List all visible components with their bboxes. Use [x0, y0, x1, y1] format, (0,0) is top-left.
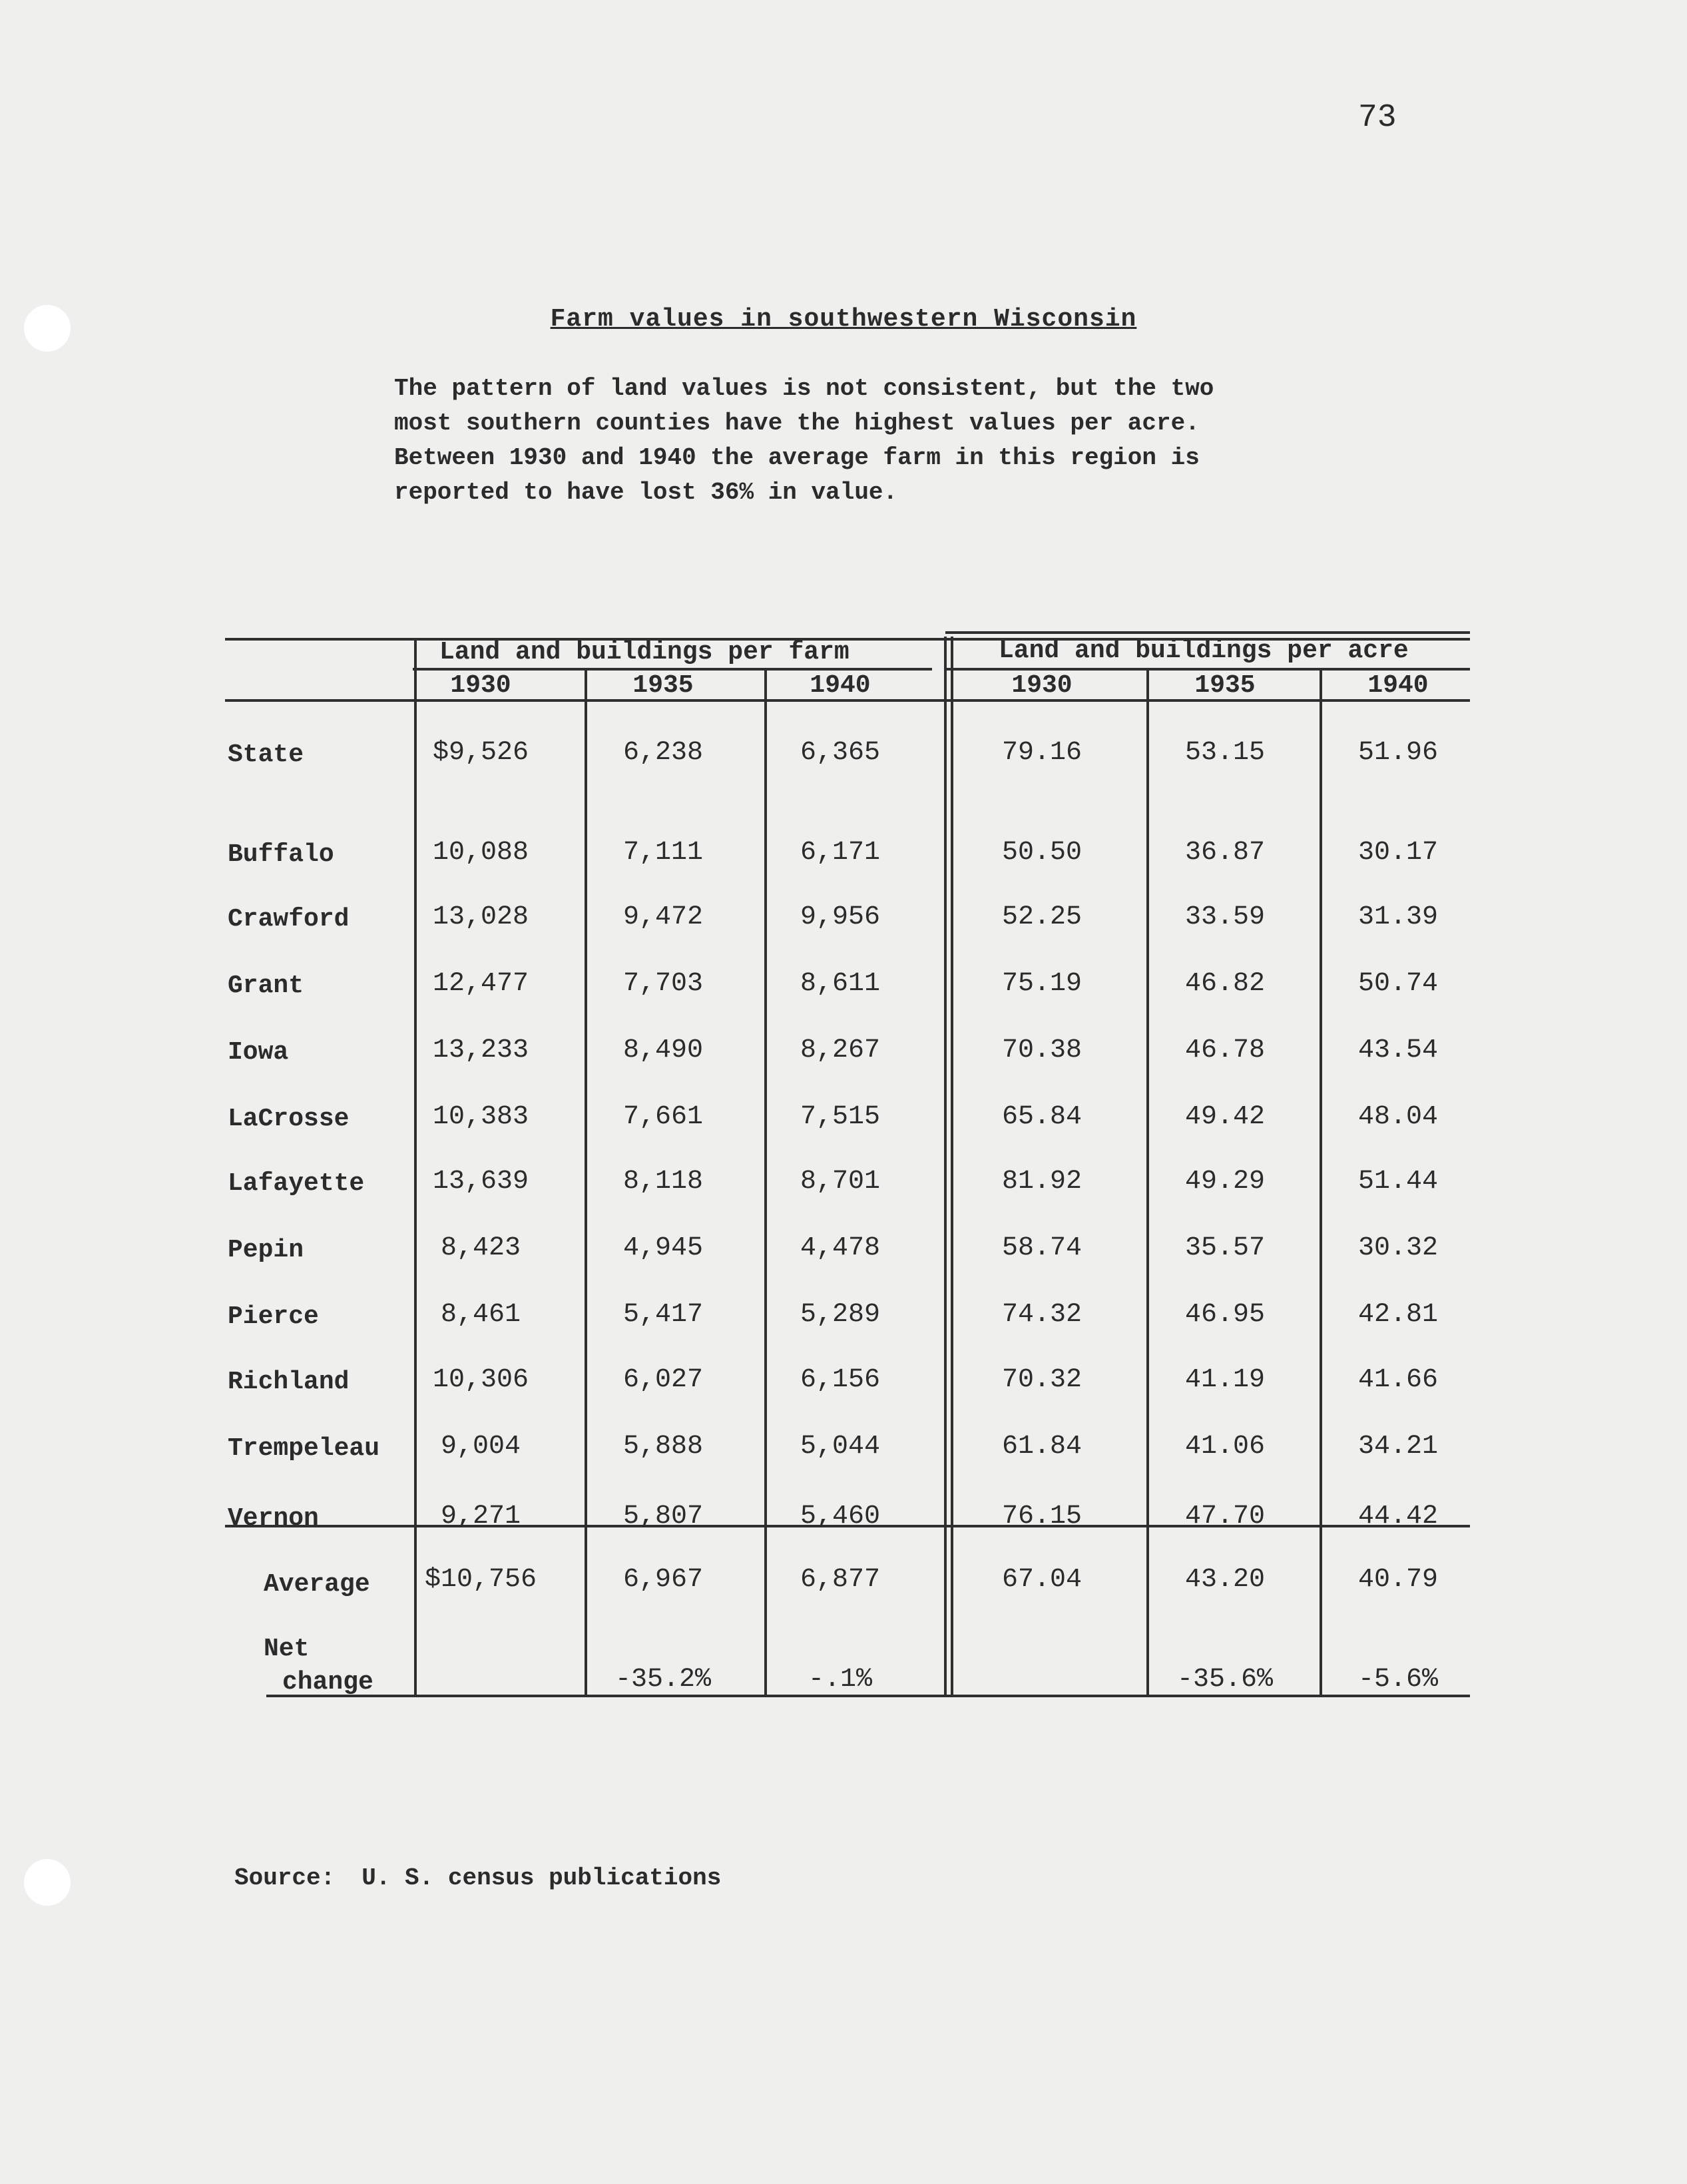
average-label: Average	[264, 1570, 370, 1599]
table-cell: 6,156	[800, 1365, 881, 1395]
year-header: 1940	[810, 671, 871, 700]
table-cell: 5,417	[622, 1300, 704, 1330]
table-cell: 9,004	[440, 1432, 521, 1462]
average-cell: 67.04	[1001, 1565, 1083, 1595]
table-cell: 46.78	[1184, 1035, 1266, 1065]
table-top-rule	[945, 631, 1470, 634]
table-cell: 65.84	[1001, 1102, 1083, 1132]
table-cell: 9,956	[800, 902, 881, 932]
intro-paragraph	[394, 372, 1373, 510]
intro-line: reported to have lost 36% in value.	[394, 479, 898, 506]
average-cell: $10,756	[424, 1565, 537, 1595]
row-label: Richland	[228, 1368, 350, 1396]
table-cell: 5,289	[800, 1300, 881, 1330]
group-header-farm: Land and buildings per farm	[439, 638, 849, 667]
row-label: Grant	[228, 971, 304, 1000]
average-cell: 6,967	[622, 1565, 704, 1595]
year-header: 1935	[632, 671, 694, 700]
row-label: Lafayette	[228, 1169, 365, 1198]
row-label: Buffalo	[228, 840, 334, 869]
column-divider-double	[944, 637, 947, 1697]
table-cell: 53.15	[1184, 738, 1266, 768]
row-label: Trempeleau	[228, 1434, 380, 1463]
year-header: 1930	[450, 671, 511, 700]
table-cell: 6,027	[622, 1365, 704, 1395]
table-cell: $9,526	[432, 738, 529, 768]
table-cell: 48.04	[1357, 1102, 1439, 1132]
net-change-cell: -.1%	[808, 1665, 872, 1695]
table-cell: 34.21	[1357, 1432, 1439, 1462]
table-cell: 30.32	[1357, 1233, 1439, 1263]
table-cell: 6,171	[800, 838, 881, 868]
table-cell: 75.19	[1001, 969, 1083, 999]
table-cell: 7,515	[800, 1102, 881, 1132]
row-label: State	[228, 740, 304, 769]
table-cell: 47.70	[1184, 1502, 1266, 1531]
row-label: Pepin	[228, 1236, 304, 1264]
table-cell: 8,701	[800, 1167, 881, 1197]
net-change-cell: -5.6%	[1357, 1665, 1439, 1695]
table-cell: 76.15	[1001, 1502, 1083, 1531]
year-header: 1930	[1011, 671, 1073, 700]
net-change-label: Net	[264, 1635, 310, 1663]
net-change-cell: -35.6%	[1176, 1665, 1274, 1695]
table-cell: 41.66	[1357, 1365, 1439, 1395]
table-cell: 51.44	[1357, 1167, 1439, 1197]
table-cell: 42.81	[1357, 1300, 1439, 1330]
table-cell: 36.87	[1184, 838, 1266, 868]
net-change-label: change	[282, 1668, 373, 1697]
table-cell: 46.82	[1184, 969, 1266, 999]
punch-hole-bottom	[24, 1859, 71, 1906]
table-cell: 8,118	[622, 1167, 704, 1197]
table-cell: 61.84	[1001, 1432, 1083, 1462]
table-cell: 8,423	[440, 1233, 521, 1263]
table-cell: 8,490	[622, 1035, 704, 1065]
row-label: Pierce	[228, 1302, 319, 1331]
table-cell: 6,238	[622, 738, 704, 768]
table-cell: 35.57	[1184, 1233, 1266, 1263]
average-cell: 43.20	[1184, 1565, 1266, 1595]
year-header: 1935	[1194, 671, 1256, 700]
table-cell: 13,028	[432, 902, 529, 932]
table-cell: 10,383	[432, 1102, 529, 1132]
table-cell: 50.74	[1357, 969, 1439, 999]
table-cell: 5,807	[622, 1502, 704, 1531]
table-cell: 49.29	[1184, 1167, 1266, 1197]
table-cell: 7,703	[622, 969, 704, 999]
table-cell: 50.50	[1001, 838, 1083, 868]
average-cell: 6,877	[800, 1565, 881, 1595]
table-cell: 12,477	[432, 969, 529, 999]
table-cell: 5,888	[622, 1432, 704, 1462]
source-note	[234, 1864, 721, 1892]
table-cell: 6,365	[800, 738, 881, 768]
table-cell: 41.06	[1184, 1432, 1266, 1462]
table-cell: 4,945	[622, 1233, 704, 1263]
group-underline-farm	[413, 668, 932, 671]
group-underline-acre	[945, 668, 1470, 671]
table-cell: 10,306	[432, 1365, 529, 1395]
table-cell: 46.95	[1184, 1300, 1266, 1330]
intro-line: Between 1930 and 1940 the average farm in this region is	[394, 444, 1200, 471]
table-cell: 74.32	[1001, 1300, 1083, 1330]
table-cell: 31.39	[1357, 902, 1439, 932]
table-cell: 8,461	[440, 1300, 521, 1330]
table-cell: 52.25	[1001, 902, 1083, 932]
table-cell: 4,478	[800, 1233, 881, 1263]
table-cell: 33.59	[1184, 902, 1266, 932]
year-header: 1940	[1367, 671, 1429, 700]
column-divider-double	[951, 637, 953, 1697]
table-cell: 8,611	[800, 969, 881, 999]
page-number: 73	[1358, 100, 1397, 136]
table-cell: 13,639	[432, 1167, 529, 1197]
row-label: Crawford	[228, 905, 350, 934]
table-cell: 81.92	[1001, 1167, 1083, 1197]
table-cell: 7,661	[622, 1102, 704, 1132]
intro-line: The pattern of land values is not consistent, but the two	[394, 375, 1214, 402]
table-bottom-rule	[266, 1695, 1470, 1697]
table-cell: 49.42	[1184, 1102, 1266, 1132]
table-cell: 8,267	[800, 1035, 881, 1065]
table-cell: 9,271	[440, 1502, 521, 1531]
table-cell: 30.17	[1357, 838, 1439, 868]
net-change-cell: -35.2%	[614, 1665, 712, 1695]
table-cell: 70.38	[1001, 1035, 1083, 1065]
table-cell: 5,044	[800, 1432, 881, 1462]
table-cell: 41.19	[1184, 1365, 1266, 1395]
average-cell: 40.79	[1357, 1565, 1439, 1595]
table-cell: 7,111	[622, 838, 704, 868]
table-cell: 79.16	[1001, 738, 1083, 768]
page-title: Farm values in southwestern Wisconsin	[550, 305, 1137, 334]
table-cell: 58.74	[1001, 1233, 1083, 1263]
row-label: LaCrosse	[228, 1105, 350, 1133]
row-label: Vernon	[228, 1504, 319, 1533]
source-text: U. S. census publications	[362, 1864, 722, 1892]
source-label: Source:	[234, 1864, 336, 1892]
table-cell: 43.54	[1357, 1035, 1439, 1065]
table-cell: 5,460	[800, 1502, 881, 1531]
row-label: Iowa	[228, 1038, 289, 1067]
table-cell: 51.96	[1357, 738, 1439, 768]
table-cell: 13,233	[432, 1035, 529, 1065]
table-cell: 9,472	[622, 902, 704, 932]
table-cell: 70.32	[1001, 1365, 1083, 1395]
intro-line: most southern counties have the highest values per acre.	[394, 410, 1200, 437]
table-cell: 10,088	[432, 838, 529, 868]
table-cell: 44.42	[1357, 1502, 1439, 1531]
group-header-acre: Land and buildings per acre	[999, 637, 1409, 665]
